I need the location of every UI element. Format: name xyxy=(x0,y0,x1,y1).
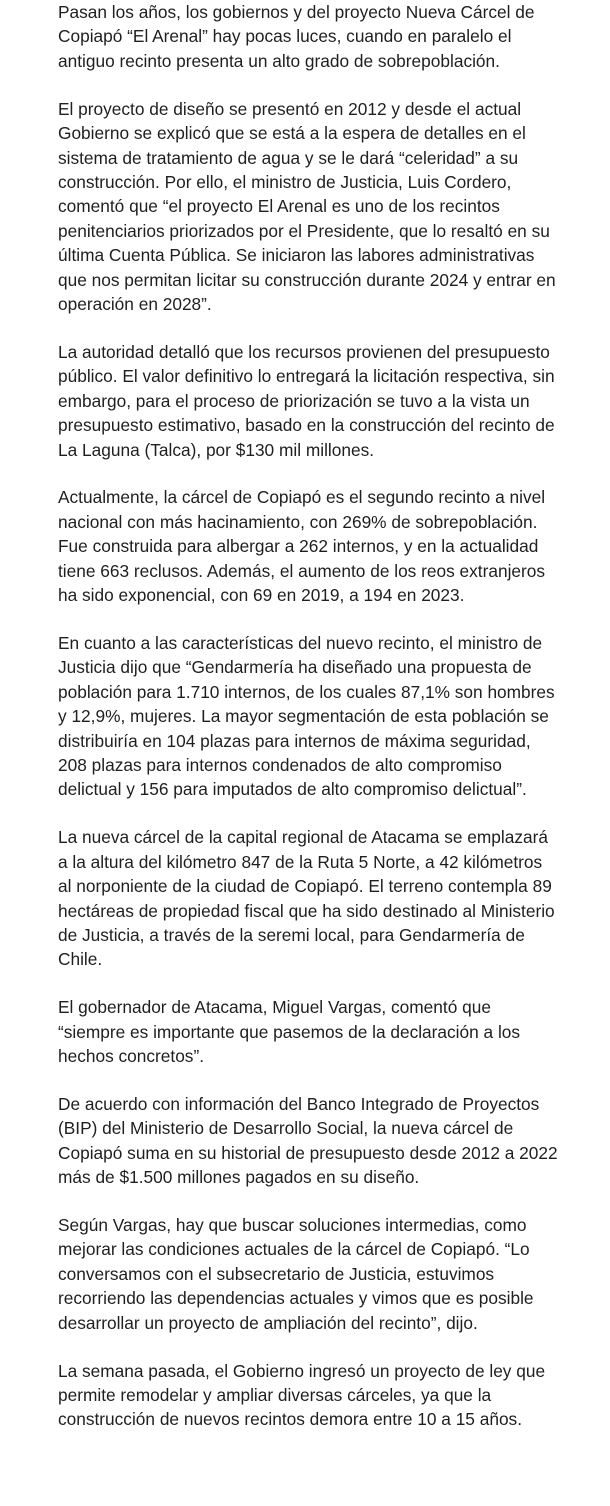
paragraph-new-facility-features: En cuanto a las características del nuevo recinto, el ministro de Justicia dijo que “Gendarmería ha diseñado una propuesta de población para 1.710 internos, de los cuales 87,1% son hombres y 12,9%, mujeres. La mayor segmentación de esta población se distribuiría en 104 plazas para internos de máxima seguridad, 208 plazas para internos condenados de alto compromiso delictual y 156 para imputados de alto compromiso delictual”. xyxy=(58,632,555,800)
paragraph-overcrowding: Actualmente, la cárcel de Copiapó es el segundo recinto a nivel nacional con más hacinamiento, con 269% de sobrepoblación. Fue construida para albergar a 262 internos, y en la actualidad tiene 663 reclusos. Además, el aumento de los reos extranjeros ha sido exponencial, con 69 en 2019, a 194 en 2023. xyxy=(58,487,546,606)
paragraph-budget: La autoridad detalló que los recursos provienen del presupuesto público. El valor definitivo lo entregará la licitación respectiva, sin embargo, para el proceso de priorización se tuvo a la vista un presupuesto estimativo, basado en la construcción del recinto de La Laguna (Talca), por $130 mil millones. xyxy=(58,341,555,460)
paragraph-design-project: El proyecto de diseño se presentó en 2012 y desde el actual Gobierno se explicó que se está a la espera de detalles en el sistema de tratamiento de agua y se le dará “celeridad” a su construcción. Por ello, el ministro de Justicia, Luis Cordero, comentó que “el proyecto El Arenal es uno de los recintos penitenciarios priorizados por el Presidente, que lo resaltó en su última Cuenta Pública. Se iniciaron las labores administrativas que nos permitan licitar su construcción durante 2024 y entrar en operación en 2028”. xyxy=(58,98,556,314)
paragraph-location: La nueva cárcel de la capital regional de Atacama se emplazará a la altura del kilómetro 847 de la Ruta 5 Norte, a 42 kilómetros al norponiente de la ciudad de Copiapó. El terreno contempla 89 hectáreas de propiedad fiscal que ha sido destinado al Ministerio de Justicia, a través de la seremi local, para Gendarmería de Chile. xyxy=(58,827,555,970)
paragraph-intro: Pasan los años, los gobiernos y del proyecto Nueva Cárcel de Copiapó “El Arenal” hay pocas luces, cuando en paralelo el antiguo recinto presenta un alto grado de sobrepoblación. xyxy=(58,2,535,71)
paragraph-governor-quote: El gobernador de Atacama, Miguel Vargas, comentó que “siempre es importante que pasemos de la declaración a los hechos concretos”. xyxy=(58,997,521,1067)
paragraph-intermediate-solutions: Según Vargas, hay que buscar soluciones intermedias, como mejorar las condiciones actuales de la cárcel de Copiapó. “Lo conversamos con el subsecretario de Justicia, estuvimos recorriendo las dependencias actuales y vimos que es posible desarrollar un proyecto de ampliación del recinto”, dijo. xyxy=(58,1215,534,1333)
paragraph-bip-history: De acuerdo con información del Banco Integrado de Proyectos (BIP) del Ministerio de Desarrollo Social, la nueva cárcel de Copiapó suma en su historial de presupuesto desde 2012 a 2022 más de $1.500 millones pagados en su diseño. xyxy=(58,1093,558,1188)
article-body xyxy=(58,0,558,1432)
paragraph-bill: La semana pasada, el Gobierno ingresó un proyecto de ley que permite remodelar y ampliar diversas cárceles, ya que la construcción de nuevos recintos demora entre 10 a 15 años. xyxy=(58,1360,546,1430)
